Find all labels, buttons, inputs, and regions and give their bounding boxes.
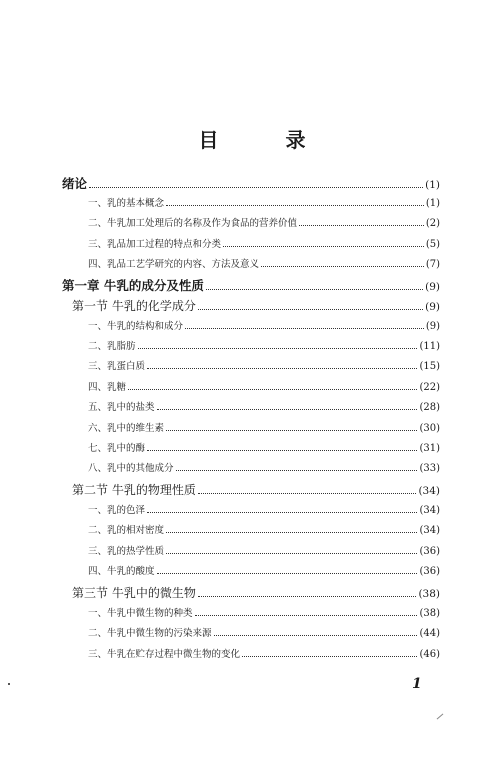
dot-leader (185, 328, 424, 329)
dot-leader (198, 309, 423, 310)
toc-entry-title: 三、乳品加工过程的特点和分类 (88, 239, 222, 250)
dot-leader (157, 409, 418, 410)
toc-entry-page: (33) (419, 463, 440, 474)
dot-leader (198, 596, 417, 597)
toc-entry (88, 236, 440, 250)
toc-entry-page: (9) (425, 301, 440, 313)
dot-leader (157, 573, 418, 574)
toc-entry-title: 第一节 牛乳的化学成分 (72, 299, 196, 313)
toc-entry-title: 四、乳糖 (88, 382, 127, 393)
dot-leader (242, 656, 417, 657)
toc-entry (88, 318, 440, 332)
toc-entry-page: (1) (425, 198, 440, 209)
toc-entry (88, 440, 440, 454)
dot-leader (89, 187, 423, 188)
page-number: 1 (412, 676, 422, 692)
dot-leader (299, 225, 424, 226)
toc-entry-title: 第二节 牛乳的物理性质 (72, 483, 196, 497)
dot-leader (166, 205, 424, 206)
toc-entry-page: (22) (419, 382, 440, 393)
toc-entry-title: 一、牛乳的结构和成分 (88, 321, 184, 332)
toc-entry (72, 297, 440, 314)
toc-entry-title: 三、牛乳在贮存过程中微生物的变化 (88, 649, 241, 660)
dot-leader (128, 389, 417, 390)
dot-leader (176, 470, 418, 471)
toc-entry (88, 420, 440, 434)
toc-entry-title: 二、乳脂肪 (88, 341, 136, 352)
toc-entry (88, 543, 440, 557)
toc-entry-page: (9) (425, 321, 440, 332)
dot-leader (206, 289, 423, 290)
dot-leader (147, 368, 417, 369)
toc-entry (88, 256, 440, 270)
toc-entry-title: 二、牛乳中微生物的污染来源 (88, 628, 212, 639)
toc-entry-page: (9) (425, 281, 440, 293)
toc-entry-page: (31) (419, 443, 440, 454)
toc-entry-title: 三、乳的热学性质 (88, 546, 165, 557)
toc-entry (72, 481, 440, 498)
toc-entry-title: 第三节 牛乳中的微生物 (72, 586, 196, 600)
toc-entry (88, 399, 440, 413)
toc-entry-page: (28) (419, 402, 440, 413)
toc-entry (88, 358, 440, 372)
dot-leader (166, 553, 417, 554)
dot-leader (261, 266, 424, 267)
toc-entry-title: 一、乳的基本概念 (88, 198, 165, 209)
toc-entry-page: (34) (418, 485, 440, 497)
toc-entry (88, 522, 440, 536)
dot-leader (147, 450, 417, 451)
dot-leader (166, 532, 417, 533)
toc-entry-title: 七、乳中的酶 (88, 443, 146, 454)
toc-entry (88, 460, 440, 474)
toc-entry-title: 四、乳品工艺学研究的内容、方法及意义 (88, 259, 260, 270)
toc-entry-title: 八、乳中的其他成分 (88, 463, 174, 474)
toc-entry-title: 五、乳中的盐类 (88, 402, 155, 413)
toc-entry-title: 第一章 牛乳的成分及性质 (62, 278, 204, 293)
toc-entry-page: (1) (425, 179, 440, 191)
toc-entry-page: (36) (419, 546, 440, 557)
page-title: 目 录 (198, 128, 336, 152)
dot-leader (147, 512, 417, 513)
toc-entry-page: (11) (419, 341, 440, 352)
toc-entry (62, 174, 440, 192)
toc-entry (88, 195, 440, 209)
toc-entry-title: 一、乳的色泽 (88, 505, 146, 516)
dot-leader (198, 493, 417, 494)
toc-entry-page: (34) (419, 505, 440, 516)
toc-entry-page: (30) (419, 423, 440, 434)
toc-entry-title: 四、牛乳的酸度 (88, 566, 155, 577)
toc-entry (88, 625, 440, 639)
toc-entry-page: (2) (425, 218, 440, 229)
toc-entry-page: (44) (419, 628, 440, 639)
toc-entry-title: 二、牛乳加工处理后的名称及作为食品的营养价值 (88, 218, 298, 229)
toc-entry-page: (7) (425, 259, 440, 270)
toc-entry-title: 三、乳蛋白质 (88, 361, 146, 372)
toc-entry-title: 二、乳的相对密度 (88, 525, 165, 536)
toc-entry (88, 605, 440, 619)
toc-entry (88, 379, 440, 393)
toc-entry-page: (38) (418, 588, 440, 600)
toc-entry (62, 276, 440, 294)
dot-leader (166, 430, 417, 431)
toc-entry (88, 646, 440, 660)
dot-leader (195, 615, 418, 616)
toc-entry-page: (46) (419, 649, 440, 660)
scan-mark (8, 683, 10, 685)
toc-entry (72, 584, 440, 601)
toc-entry (88, 563, 440, 577)
toc-entry (88, 215, 440, 229)
toc-entry-page: (36) (419, 566, 440, 577)
toc-entry (88, 338, 440, 352)
toc-entry-title: 绪论 (62, 176, 88, 191)
toc-entry-page: (5) (425, 239, 440, 250)
dot-leader (214, 635, 418, 636)
dot-leader (223, 246, 424, 247)
toc-entry-title: 一、牛乳中微生物的种类 (88, 608, 193, 619)
dot-leader (138, 348, 418, 349)
toc-entry (88, 502, 440, 516)
toc-entry-title: 六、乳中的维生素 (88, 423, 165, 434)
toc-entry-page: (34) (419, 525, 440, 536)
toc-entry-page: (38) (419, 608, 440, 619)
toc-entry-page: (15) (419, 361, 440, 372)
